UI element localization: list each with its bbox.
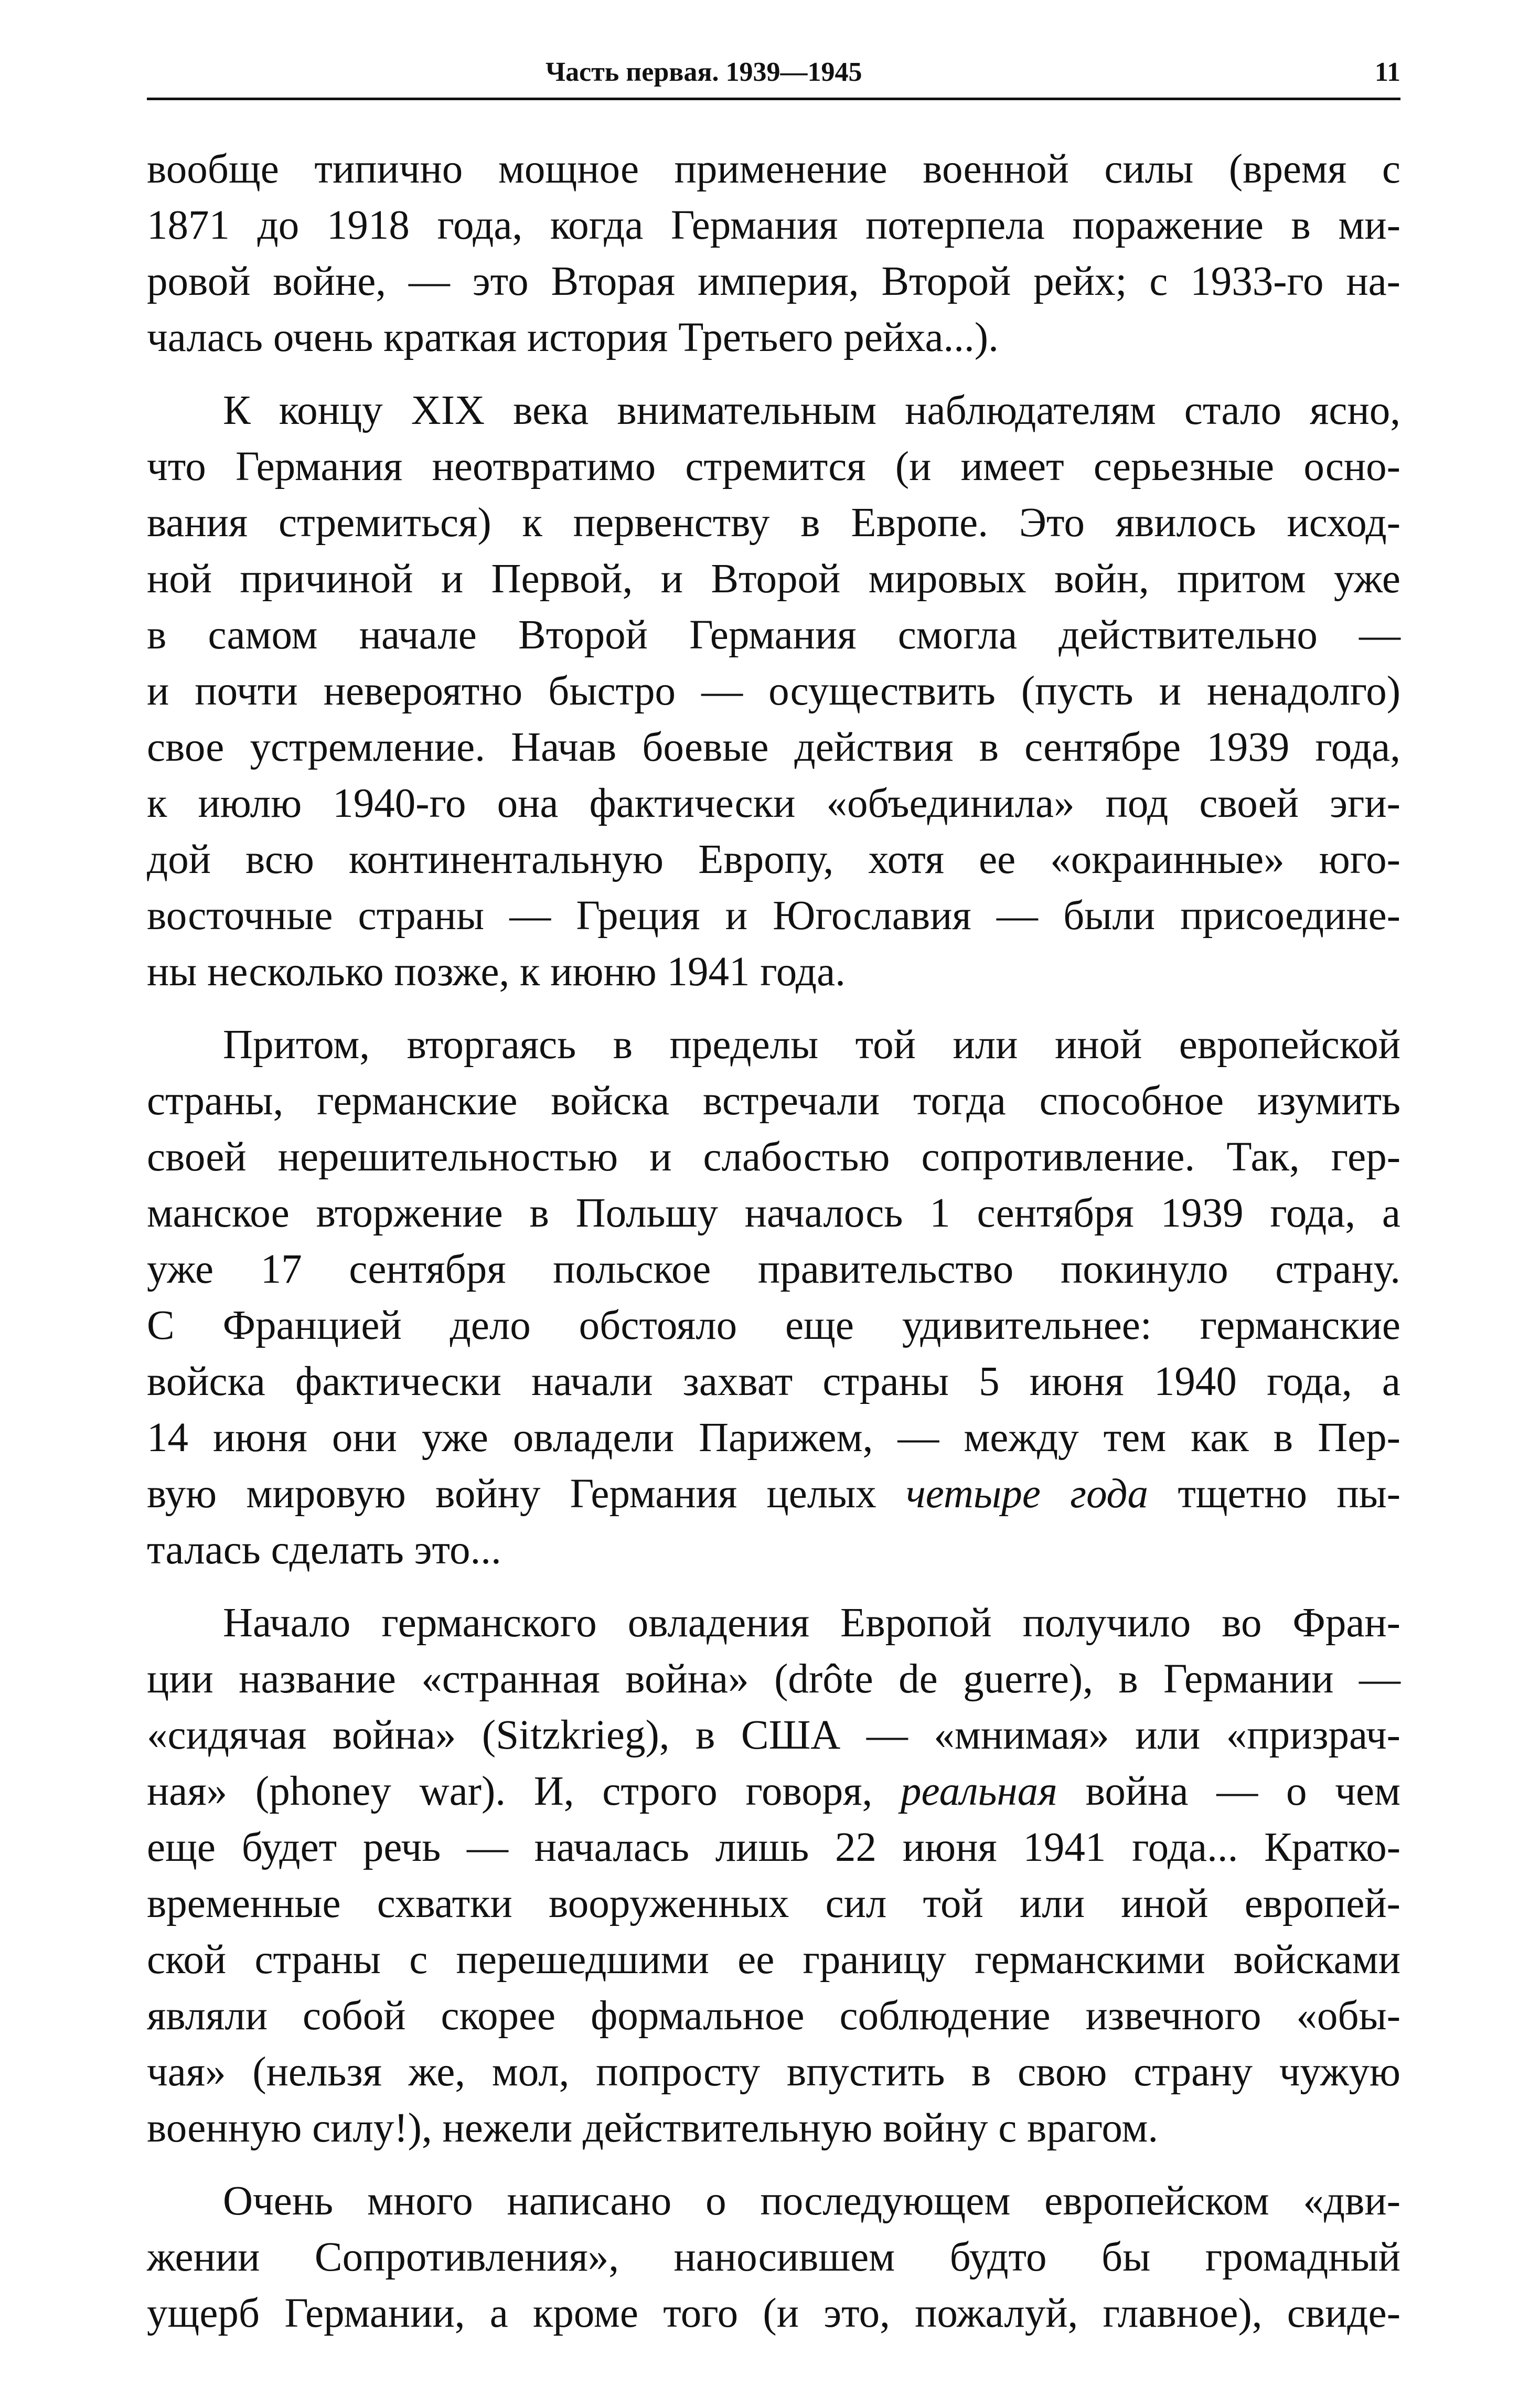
page-number: 11 bbox=[1374, 57, 1400, 87]
text-line: своей нерешительностью и слабостью сопротивление. Так, гер- bbox=[147, 1134, 1400, 1180]
text-line: и почти невероятно быстро — осуществить (пусть и ненадолго) bbox=[147, 668, 1400, 714]
text-line: страны, германские войска встречали тогда способное изумить bbox=[147, 1078, 1400, 1124]
text-segment: война — о чем bbox=[1085, 1769, 1401, 1814]
paragraph-gap bbox=[147, 366, 1400, 382]
text-line: свое устремление. Начав боевые действия в сентябре 1939 года, bbox=[147, 725, 1400, 770]
text-line: манское вторжение в Польшу началось 1 сентября 1939 года, а bbox=[147, 1190, 1400, 1236]
text-line: Притом, вторгаясь в пределы той или иной европейской bbox=[223, 1022, 1400, 1068]
text-line: что Германия неотвратимо стремится (и имеет серьезные осно- bbox=[147, 444, 1400, 489]
text-segment: тщетно пы- bbox=[1178, 1471, 1400, 1517]
text-line: «сидячая война» (Sitzkrieg), в США — «мнимая» или «призрач- bbox=[147, 1712, 1400, 1758]
text-line: ны несколько позже, к июню 1941 года. bbox=[147, 949, 846, 995]
text-line: ровой войне, — это Вторая империя, Второй рейх; с 1933-го на- bbox=[147, 259, 1400, 304]
text-line: ции название «странная война» (drôte de guerre), в Германии — bbox=[147, 1656, 1400, 1702]
text-line: ущерб Германии, а кроме того (и это, пожалуй, главное), свиде- bbox=[147, 2291, 1400, 2336]
text-line: вания стремиться) к первенству в Европе. Это явилось исход- bbox=[147, 500, 1400, 546]
text-segment: вую мировую войну Германия целых bbox=[147, 1471, 876, 1517]
paragraph-1 bbox=[147, 141, 1400, 366]
text-line: восточные страны — Греция и Югославия — были присоедине- bbox=[147, 893, 1400, 939]
text-line: Очень много написано о последующем европейском «дви- bbox=[223, 2178, 1400, 2224]
text-line: временные схватки вооруженных сил той или иной европей- bbox=[147, 1881, 1400, 1926]
text-line: к июлю 1940-го она фактически «объединила» под своей эги- bbox=[147, 781, 1400, 826]
text-line: являли собой скорее формальное соблюдение извечного «обы- bbox=[147, 1993, 1400, 2039]
text-line: в самом начале Второй Германия смогла действительно — bbox=[147, 612, 1400, 658]
paragraph-gap bbox=[147, 1578, 1400, 1595]
text-line: еще будет речь — началась лишь 22 июня 1941 года... Кратко- bbox=[147, 1825, 1400, 1870]
text-line: чалась очень краткая история Третьего рейха...). bbox=[147, 315, 999, 360]
text-line: Начало германского овладения Европой получило во Фран- bbox=[223, 1600, 1400, 1646]
paragraph-3 bbox=[147, 1017, 1400, 1578]
paragraph-4 bbox=[147, 1595, 1400, 2156]
text-line: К концу XIX века внимательным наблюдателям стало ясно, bbox=[223, 388, 1400, 433]
emphasized-text: реальная bbox=[901, 1769, 1057, 1814]
body-text bbox=[147, 141, 1400, 2341]
paragraph-2 bbox=[147, 382, 1400, 1000]
text-line: 1871 до 1918 года, когда Германия потерпела поражение в ми- bbox=[147, 203, 1400, 248]
emphasized-text: четыре года bbox=[906, 1471, 1148, 1517]
text-line: войска фактически начали захват страны 5 июня 1940 года, а bbox=[147, 1359, 1400, 1404]
text-line: С Францией дело обстояло еще удивительнее: германские bbox=[147, 1303, 1400, 1348]
running-header bbox=[147, 47, 1400, 100]
text-line: вообще типично мощное применение военной силы (время с bbox=[147, 146, 1400, 192]
text-line: ной причиной и Первой, и Второй мировых войн, притом уже bbox=[147, 556, 1400, 602]
text-line-with-emphasis bbox=[147, 1763, 1400, 1819]
paragraph-gap bbox=[147, 2156, 1400, 2173]
running-header-title: Часть первая. 1939—1945 bbox=[546, 57, 862, 87]
text-line: ской страны с перешедшими ее границу германскими войсками bbox=[147, 1937, 1400, 1983]
text-line: жении Сопротивления», наносившем будто бы громадный bbox=[147, 2234, 1400, 2280]
text-line: уже 17 сентября польское правительство покинуло страну. bbox=[147, 1247, 1400, 1292]
text-segment: ная» (phoney war). И, строго говоря, bbox=[147, 1769, 873, 1814]
text-line: дой всю континентальную Европу, хотя ее «окраинные» юго- bbox=[147, 837, 1400, 882]
paragraph-5 bbox=[147, 2173, 1400, 2341]
text-line-with-emphasis bbox=[147, 1466, 1400, 1522]
text-line: 14 июня они уже овладели Парижем, — между тем как в Пер- bbox=[147, 1415, 1400, 1461]
text-line: талась сделать это... bbox=[147, 1527, 501, 1573]
paragraph-gap bbox=[147, 1000, 1400, 1017]
text-line: чая» (нельзя же, мол, попросту впустить в свою страну чужую bbox=[147, 2049, 1400, 2095]
book-page bbox=[147, 47, 1400, 2341]
text-line: военную силу!), нежели действительную войну с врагом. bbox=[147, 2105, 1159, 2151]
